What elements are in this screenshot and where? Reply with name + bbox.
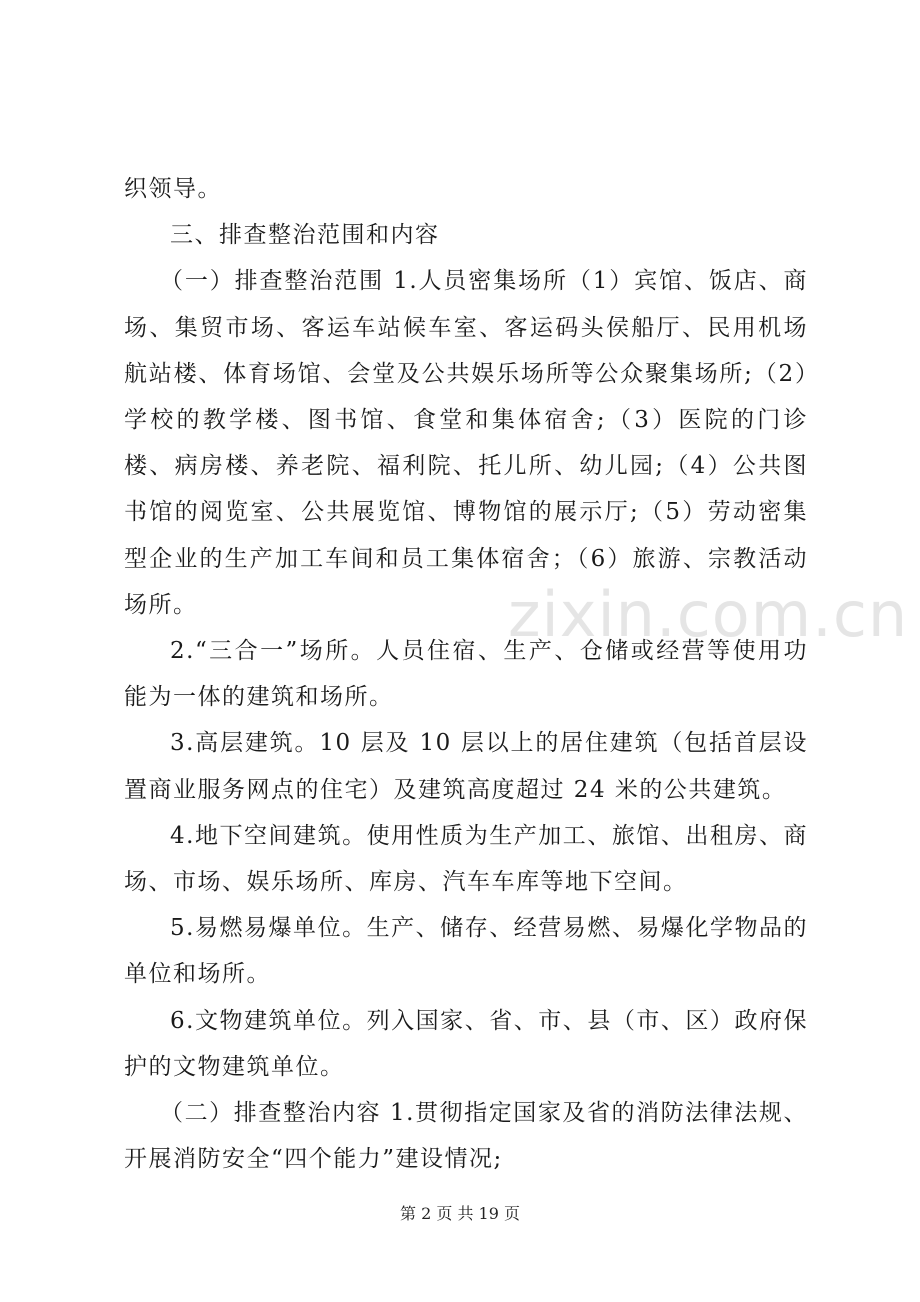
section-heading: 三、排查整治范围和内容 <box>170 222 440 249</box>
paragraph-item-2: 2.“三合一”场所。人员住宿、生产、仓储或经营等使用功能为一体的建筑和场所。 <box>124 638 808 711</box>
paragraph-item-3: 3.高层建筑。10 层及 10 层以上的居住建筑（包括首层设置商业服务网点的住宅）及建筑高度超过 24 米的公共建筑。 <box>124 730 808 803</box>
paragraph-item-4: 4.地下空间建筑。使用性质为生产加工、旅馆、出租房、商场、市场、娱乐场所、库房、汽车车库等地下空间。 <box>124 822 808 896</box>
paragraph-continuation: 织领导。 <box>124 176 222 202</box>
paragraph-scope: （一）排查整治范围 1.人员密集场所（1）宾馆、饭店、商场、集贸市场、客运车站候车室、客运码头侯船厅、民用机场航站楼、体育场馆、会堂及公共娱乐场所等公众聚集场所;（2）学校的教学楼、图书馆、食堂和集体宿舍;（3）医院的门诊楼、病房楼、养老院、福利院、托儿所、幼儿园;（4）公共图书馆的阅览室、公共展览馆、博物馆的展示厅;（5）劳动密集型企业的生产加工车间和员工集体宿舍；（6）旅游、宗教活动场所。 <box>124 268 808 618</box>
paragraph-item-5: 5.易燃易爆单位。生产、储存、经营易燃、易爆化学物品的单位和场所。 <box>124 915 808 988</box>
paragraph-contents: （二）排查整治内容 1.贯彻指定国家及省的消防法律法规、开展消防安全“四个能力”建设情况; <box>124 1100 808 1173</box>
paragraph-item-6: 6.文物建筑单位。列入国家、省、市、县（市、区）政府保护的文物建筑单位。 <box>124 1007 808 1080</box>
page-footer: 第 2 页 共 19 页 <box>400 1204 520 1223</box>
document-body <box>124 166 808 1182</box>
watermark: zixin.com.cn <box>508 578 909 651</box>
